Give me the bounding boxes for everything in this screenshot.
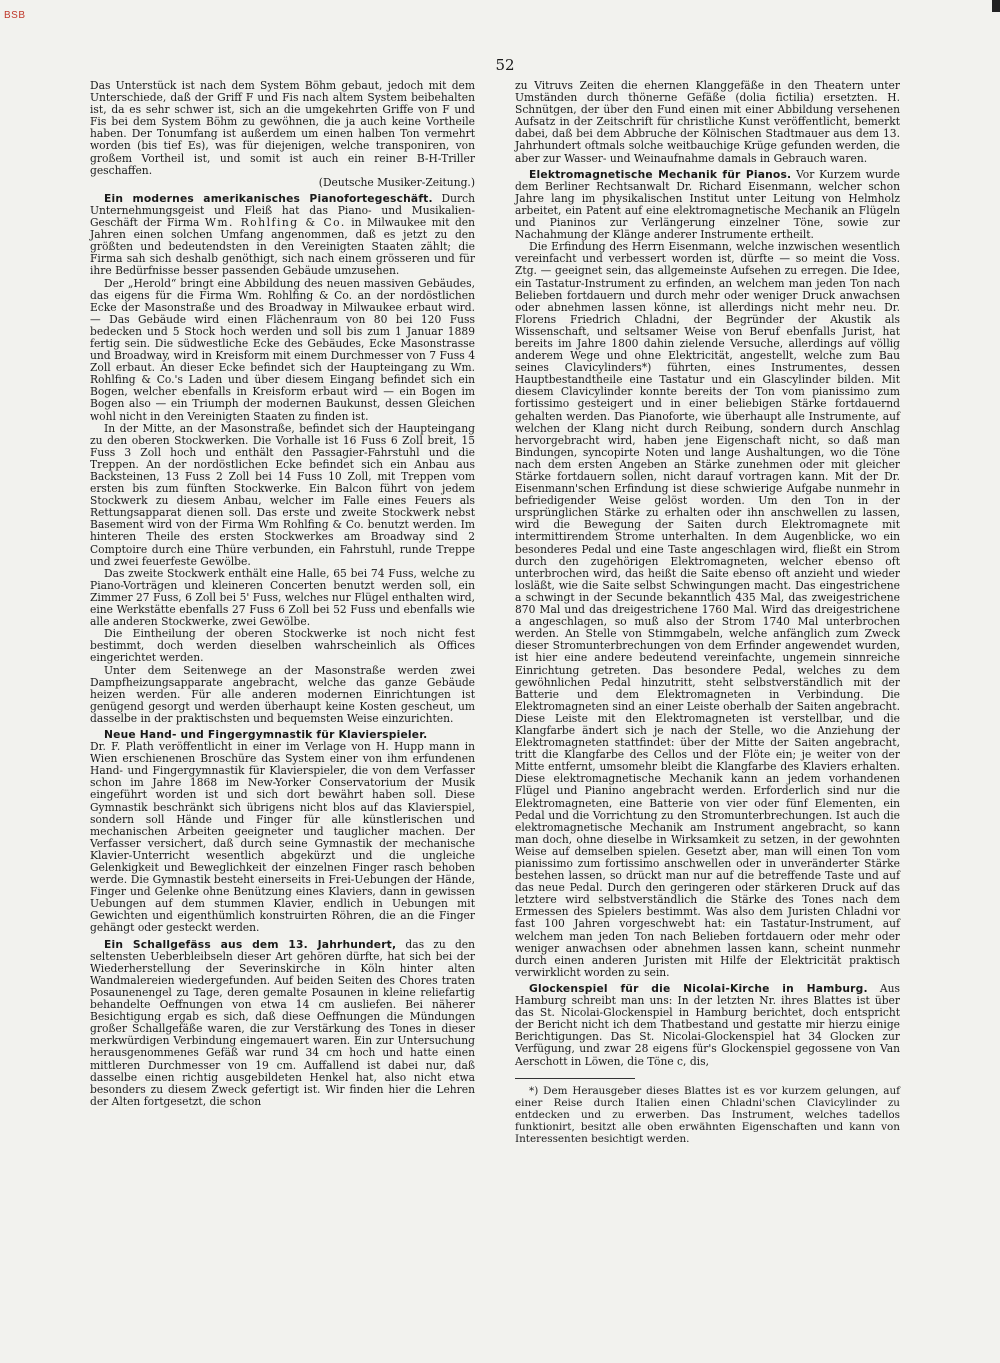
article-paragraph: Dr. F. Plath veröffentlicht in einer im Verlage von H. Hupp mann in Wien erschienenen Broschüre das System einer von ihm erfundenen Hand- und Fingergymnastik für Klavierspieler, die von dem Verfasser schon im Jahre 1868 im New-Yorker Conservatorium der Musik eingeführt worden ist und sich dort bewährt haben soll. Diese Gymnastik beschränkt sich übrigens nicht blos auf das Klavierspiel, sondern soll Hände und Finger für alle künstlerischen und mechanischen Arbeiten geeigneter und tauglicher machen. Der Verfasser versichert, daß durch seine Gymnastik der mechanische Klavier-Unterricht wesentlich abgekürzt und die ungleiche Gelenkigkeit und Beweglichkeit der einzelnen Finger rasch behoben werde. Die Gymnastik besteht einerseits in Frei-Uebungen der Hände, Finger und Gelenke ohne Benützung eines Klaviers, dann in gewissen Uebungen auf dem stummen Klavier, endlich in Uebungen mit Gewichten und eigenthümlich konstruirten Röhren, die an die Finger gehängt oder gesteckt werden. bbox=[90, 740, 475, 935]
article-paragraph: zu Vitruvs Zeiten die ehernen Klanggefäße in den Theatern unter Umständen durch thönerne Gefäße (dolia fictilia) ersetzten. H. Schnütgen, der über den Fund einen mit einer Abbildung versehenen Aufsatz in der Zeitschrift für christliche Kunst veröffentlicht, bemerkt dabei, daß bei dem Abbruche der Kölnischen Stadtmauer aus dem 13. Jahrhundert oftmals solche weitbauchige Krüge gefunden werden, die aber zur Wasser- und Weinaufnahme damals in Gebrauch waren. bbox=[515, 79, 900, 165]
article-text: Aus Hamburg schreibt man uns: In der letzten Nr. ihres Blattes ist über das St. Nicolai-Glockenspiel in Hamburg berichtet, doch entspricht der Bericht nicht ich dem Thatbestand und gestatte mir hierzu einige Berichtigungen. Das St. Nicolai-Glockenspiel hat 34 Glocken zur Verfügung, und zwar 28 eigens für's Glockenspiel gegossene von Van Aerschott in Löwen, die Töne c, dis, bbox=[515, 981, 900, 1068]
article-text: Durch Unternehmungsgeist und Fleiß hat das Piano- und Musikalien-Geschäft der Firma bbox=[90, 191, 475, 230]
article-paragraph: Das zweite Stockwerk enthält eine Halle, 65 bei 74 Fuss, welche zu Piano-Vorträgen und kleineren Concerten benutzt werden soll, ein Zimmer 27 Fuss, 6 Zoll bei 5' Fuss, welches nur Flügel enthalten wird, eine Werkstätte ebenfalls 27 Fuss 6 Zoll bei 52 Fuss und ebenfalls wie alle anderen Stockwerke, zwei Gewölbe. bbox=[90, 566, 475, 629]
article-heading: Ein modernes amerikanisches Pianofortegeschäft. bbox=[104, 191, 433, 205]
right-column bbox=[515, 80, 900, 1145]
article-paragraph bbox=[515, 169, 900, 242]
footnote: *) Dem Herausgeber dieses Blattes ist es vor kurzem gelungen, auf einer Reise durch Italien einen Chladni'schen Clavicylinder zu entdecken und zu erwerben. Das Instrument, welches tadellos funktionirt, besitzt alle oben erwähnten Eigenschaften und kann von Interessenten besichtigt werden. bbox=[515, 1084, 900, 1145]
article-paragraph bbox=[515, 983, 900, 1068]
article-paragraph bbox=[90, 193, 475, 278]
article-paragraph: Die Erfindung des Herrn Eisenmann, welche inzwischen wesentlich vereinfacht und verbessert worden ist, dürfte — so meint die Voss. Ztg. — geeignet sein, das allgemeinste Aufsehen zu erregen. Die Idee, ein Tastatur-Instrument zu erfinden, an welchem man jeden Ton nach Belieben fortdauern und durch mehr oder weniger Druck anwachsen oder abnehmen lassen könne, ist allerdings nicht mehr neu. Dr. Florens Friedrich Chladni, der Begründer der Akustik als Wissenschaft, und seltsamer Weise von Beruf ebenfalls Jurist, hat bereits im Jahre 1800 dahin zielende Versuche, allerdings auf völlig anderem Wege und ohne Elektricität, angestellt, welche zum Bau seines Clavicylinders*) führten, eines Instrumentes, dessen Hauptbestandtheile eine Tastatur und ein Glascylinder bilden. Mit diesem Clavicylinder konnte bereits der Ton vom pianissimo zum fortissimo gesteigert und in einer beliebigen Stärke fortdauernd gehalten werden. Das Pianoforte, wie überhaupt alle Instrumente, auf welchen der Klang nicht durch Reibung, sondern durch Anschlag hervorgebracht wird, haben jene Eigenschaft nicht, so daß man Bindungen, syncopirte Noten und lange Aushaltungen, wo die Töne nach dem ersten Angeben an Stärke zunehmen oder mit gleicher Stärke fortdauern sollen, nicht darauf vortragen kann. Mit der Dr. Eisenmann'schen Erfindung ist diese schwierige Aufgabe nunmehr in befriedigender Weise gelöst worden. Um den Ton in der ursprünglichen Stärke zu erhalten oder ihn anschwellen zu lassen, wird die Bewegung der Saiten durch Elektromagnete mit intermittirendem Strome unterhalten. In dem Augenblicke, wo ein besonderes Pedal und eine Taste angeschlagen wird, fließt ein Strom durch den zugehörigen Elektromagneten, welcher ebenso oft unterbrochen wird, das heißt die Saite ebenso oft anzieht und wieder losläßt, wie die Saite selbst Schwingungen macht. Das eingestrichene a schwingt in der Secunde bekanntlich 435 Mal, das zweigestrichene 870 Mal und das dreigestrichene 1760 Mal. Wird das dreigestrichene a angeschlagen, so muß also der Strom 1740 Mal unterbrochen werden. An Stelle von Stimmgabeln, welche anfänglich zum Zweck dieser Stromunterbrechungen von dem Erfinder angewendet wurden, ist hier eine andere bedeutend vereinfachte, ungemein sinnreiche Einrichtung getreten. Das besondere Pedal, welches zu dem gewöhnlichen Pedal hinzutritt, steht selbstverständlich mit der Batterie und dem Elektromagneten in Verbindung. Die Elektromagneten sind an einer Leiste oberhalb der Saiten angebracht. Diese Leiste mit den Elektromagneten ist verstellbar, und die Klangfarbe ändert sich je nach der Stelle, wo die Anziehung der Elektromagneten stattfindet: über der Mitte der Saiten angebracht, tritt die Klangfarbe des Cellos und der Flöte ein; je weiter von der Mitte entfernt, umsomehr bleibt die Klangfarbe des Klaviers erhalten. Diese elektromagnetische Mechanik kann an jedem vorhandenen Flügel und Pianino angebracht werden. Erforderlich sind nur die Elektromagneten, eine Batterie von vier oder fünf Elementen, ein Pedal und die Vorrichtung zu den Stromunterbrechungen. Ist auch die elektromagnetische Mechanik am Instrument angebracht, so kann man doch, ohne dieselbe in Wirksamkeit zu setzen, in der gewohnten Weise auf demselben spielen. Gesetzt aber, man will einen Ton vom pianissimo zum fortissimo anschwellen oder in unveränderter Stärke bestehen lassen, so drückt man nur auf die betreffende Taste und auf das neue Pedal. Durch den geringeren oder stärkeren Druck auf das letztere wird selbstverständlich die Stärke des Tones nach dem Ermessen des Spielers bestimmt. Was also dem Juristen Chladni vor fast 100 Jahren vorgeschwebt hat: ein Tastatur-Instrument, auf welchem man jeden Ton nach Belieben fortdauern oder mehr oder weniger anwachsen oder abnehmen lassen kann, scheint nunmehr durch einen anderen Juristen mit Hilfe der Elektricität praktisch verwirklicht worden zu sein. bbox=[515, 240, 900, 979]
article-heading: Glockenspiel für die Nicolai-Kirche in Hamburg. bbox=[529, 981, 868, 995]
article-paragraph: Das Unterstück ist nach dem System Böhm gebaut, jedoch mit dem Unterschiede, daß der Griff F und Fis nach altem System beibehalten ist, da es sehr schwer ist, sich an die umgekehrten Griffe von F und Fis bei dem System Böhm zu gewöhnen, die ja auch keine Vortheile haben. Der Tonumfang ist außerdem um einen halben Ton vermehrt worden (bis tief Es), was für diejenigen, welche transponiren, von großem Vortheil ist, und somit ist auch ein reiner B-H-Triller geschaffen. bbox=[90, 79, 475, 177]
article-heading: Ein Schallgefäss aus dem 13. Jahrhundert, bbox=[104, 937, 397, 951]
page-number: 52 bbox=[495, 56, 515, 74]
firm-name: Wm. Rohlfing & Co. bbox=[204, 216, 346, 230]
article-heading: Elektromagnetische Mechanik für Pianos. bbox=[529, 167, 792, 181]
article-paragraph: Der „Herold“ bringt eine Abbildung des neuen massiven Gebäudes, das eigens für die Firma Wm. Rohlfing & Co. an der nordöstlichen Ecke der Masonstraße und des Broadway in Milwaukee erbaut wird. — Das Gebäude wird einen Flächenraum von 80 bei 120 Fuss bedecken und 5 Stock hoch werden und soll bis zum 1 Januar 1889 fertig sein. Die südwestliche Ecke des Gebäudes, Ecke Masonstrasse und Broadway, wird in Kreisform mit einem Durchmesser von 7 Fuss 4 Zoll erbaut. An dieser Ecke befindet sich der Haupteingang zu Wm. Rohlfing & Co.'s Laden und über diesem Eingang befindet sich ein Bogen, welcher ebenfalls in Kreisform erbaut wird — ein Bogen im Bogen also — ein Triumph der modernen Baukunst, dessen Gleichen wohl nicht in den Vereinigten Staaten zu finden ist. bbox=[90, 276, 475, 423]
article-paragraph: In der Mitte, an der Masonstraße, befindet sich der Haupteingang zu den oberen Stockwerken. Die Vorhalle ist 16 Fuss 6 Zoll breit, 15 Fuss 3 Zoll hoch und enthält den Passagier-Fahrstuhl und die Treppen. An der nordöstlichen Ecke befindet sich ein Anbau aus Backsteinen, 13 Fuss 2 Zoll bei 14 Fuss 10 Zoll, mit Treppen vom ersten bis zum fünften Stockwerke. Ein Balcon führt von jedem Stockwerk zu diesem Anbau, welcher im Falle eines Feuers als Rettungsapparat dienen soll. Das erste und zweite Stockwerk nebst Basement wird von der Firma Wm Rohlfing & Co. benutzt werden. Im hinteren Theile des ersten Stockwerkes am Broadway sind 2 Comptoire durch eine Thüre verbunden, ein Fahrstuhl, runde Treppe und zwei feuerfeste Gewölbe. bbox=[90, 421, 475, 568]
article-paragraph: Die Eintheilung der oberen Stockwerke ist noch nicht fest bestimmt, doch werden dieselben wahrscheinlich als Offices eingerichtet werden. bbox=[90, 627, 475, 665]
article-source: (Deutsche Musiker-Zeitung.) bbox=[318, 175, 475, 189]
article-text: in Milwaukee mit den Jahren einen solchen Umfang angenommen, daß es jetzt zu den größten und bedeutendsten in den Vereinigten Staaten zählt; die Firma sah sich deshalb genöthigt, sich nach einem grösseren und für ihre Bedürfnisse besser passenden Gebäude umzusehen. bbox=[90, 216, 475, 278]
article-text: das zu den seltensten Ueberbleibseln dieser Art gehören dürfte, hat sich bei der Wiederherstellung der Severinskirche in Köln hinter alten Wandmalereien wiedergefunden. Auf beiden Seiten des Chores traten Posaunenengel zu Tage, deren gemalte Posaunen in kleine reliefartig behandelte Oeffnungen von etwa 14 cm ausliefen. Bei näherer Besichtigung ergab es sich, daß diese Oeffnungen die Mündungen großer Schallgefäße waren, die zur Verstärkung des Tones in dieser merkwürdigen Verbindung eingemauert waren. Ein zur Untersuchung herausgenommenes Gefäß war rund 34 cm hoch und hatte einen mittleren Durchmesser von 19 cm. Auffallend ist dabei nur, daß dasselbe einen richtig ausgebildeten Henkel hat, also nicht etwa besonders zu diesem Zweck gefertigt ist. Wir finden hier die Lehren der Alten fortgesetzt, die schon bbox=[90, 937, 476, 1108]
article-text: Vor Kurzem wurde dem Berliner Rechtsanwalt Dr. Richard Eisenmann, welcher schon Jahre lang im physikalischen Institut unter Leitung von Helmholz arbeitet, ein Patent auf eine elektromagnetische Mechanik an Flügeln und Pianinos zur Verlängerung einzelner Töne, sowie zur Nachahmung der Klänge anderer Instrumente ertheilt. bbox=[515, 167, 900, 242]
article-heading: Neue Hand- und Fingergymnastik für Klavierspieler. bbox=[104, 727, 428, 741]
footnote-divider bbox=[515, 1078, 635, 1079]
article-paragraph bbox=[90, 939, 475, 1108]
left-column bbox=[90, 80, 475, 1108]
library-corner-mark: BSB bbox=[4, 10, 26, 21]
scan-edge-mark bbox=[992, 0, 1000, 12]
article-paragraph: Unter dem Seitenwege an der Masonstraße werden zwei Dampfheizungsapparate angebracht, welche das ganze Gebäude heizen werden. Für alle anderen modernen Einrichtungen ist genügend gesorgt und werden überhaupt keine Kosten gescheut, um dasselbe in der praktischsten und bequemsten Weise einzurichten. bbox=[90, 663, 475, 725]
